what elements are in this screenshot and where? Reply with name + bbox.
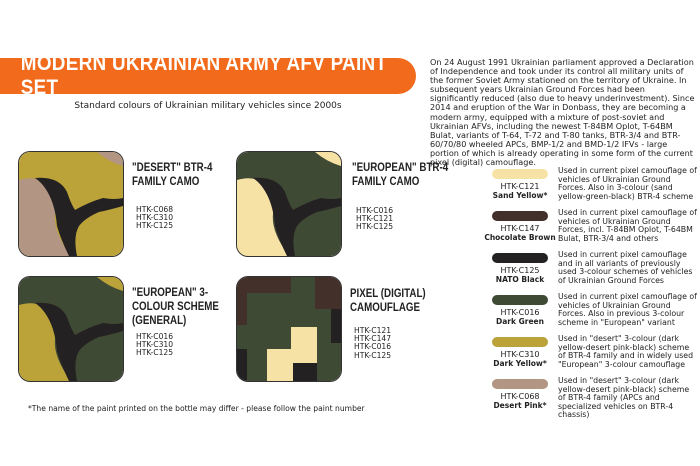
swatch-european-3colour [18,276,124,382]
scheme-title: "EUROPEAN" 3-COLOUR SCHEME (GENERAL) [132,287,219,327]
paint-color-swatch [492,295,548,305]
paint-name: Dark Green [496,317,544,326]
paint-name: Desert Pink* [493,401,547,410]
paint-color-swatch [492,211,548,221]
paint-name: Chocolate Brown [484,233,556,242]
scheme-title: PIXEL (DIGITAL) CAMOUFLAGE [350,288,426,314]
paint-description: Used in "desert" 3-colour (dark yellow-desert pink-black) scheme of BTR-4 family and in widely used "European" 3-colour camouflage [558,334,694,369]
intro-text: On 24 August 1991 Ukrainian parliament approved a Declaration of Independence and took under its control all military units of the former Soviet Army stationed on the territory of Ukraine. In subsequent years Ukrainian Ground Forces had been significantly reduced (also due to heavy underinvestment). Since 2014 and eruption of the War in Donbass, they are becoming a modern army, equipped with a mixture of post-soviet and Ukrainian AFVs, including the newest T-84BM Oplot, T-64BM Bulat, variants of T-64, T-72 and T-80 tanks, BTR-3/4 and BTR-60/70/80 wheeled APCs, BMP-1/2 and BMD-1/2 IFVs - large portion of which is already operating in some form of the current pixel (digital) camouflage. [430,57,695,168]
subtitle: Standard colours of Ukrainian military vehicles since 2000s [74,101,342,111]
title-banner [0,52,416,99]
paint-color-swatch [492,379,548,389]
scheme-title: "EUROPEAN" BTR-4 FAMILY CAMO [352,162,449,188]
paint-color-swatch [492,169,548,179]
scheme-codes: HTK-C016 HTK-C310 HTK-C125 [136,332,174,358]
swatch-european-btr4 [236,151,342,257]
paint-description: Used in "desert" 3-colour (dark yellow-desert pink-black) scheme of BTR-4 family (APCs and specialized vehicles on BTR-4 chassis) [558,376,690,420]
swatch-desert [18,151,124,257]
paint-color-swatch [492,337,548,347]
scheme-codes: HTK-C068 HTK-C310 HTK-C125 [136,205,174,231]
scheme-codes: HTK-C016 HTK-C121 HTK-C125 [356,206,394,232]
paint-name: Sand Yellow* [492,191,548,200]
paint-name: Dark Yellow* [493,359,547,368]
scheme-codes: HTK-C121 HTK-C147 HTK-C016 HTK-C125 [354,326,392,360]
paint-code: HTK-C121 [500,182,540,191]
paint-code: HTK-C016 [500,308,540,317]
paint-name: NATO Black [495,275,545,284]
paint-description: Used in current pixel camouflage of vehicles of Ukrainian Ground Forces. Also in previous 3-colour scheme in "European" variant [558,292,697,327]
scheme-title: "DESERT" BTR-4 FAMILY CAMO [132,162,213,188]
paint-description: Used in current pixel camouflage of vehicles of Ukrainian Ground Forces, incl. T-84BM Oplot, T-64BM Bulat, BTR-3/4 and others [558,208,697,243]
paint-color-swatch [492,253,548,263]
paint-code: HTK-C310 [500,350,540,359]
swatch-pixel [236,276,342,382]
paint-code: HTK-C147 [500,224,540,233]
paint-code: HTK-C125 [500,266,540,275]
paint-row [478,377,698,427]
page-title: MODERN UKRAINIAN ARMY AFV PAINT SET [20,52,388,99]
paint-description: Used in current pixel camouflage and in all variants of previously used 3-colour schemes of vehicles of Ukrainian Ground Forces [558,250,693,285]
footnote: *The name of the paint printed on the bottle may differ - please follow the paint number [28,404,365,413]
paint-description: Used in current pixel camouflage of vehicles of Ukrainian Ground Forces. Also in 3-colour (sand yellow-green-black) BTR-4 scheme [558,166,697,201]
paint-code: HTK-C068 [500,392,540,401]
